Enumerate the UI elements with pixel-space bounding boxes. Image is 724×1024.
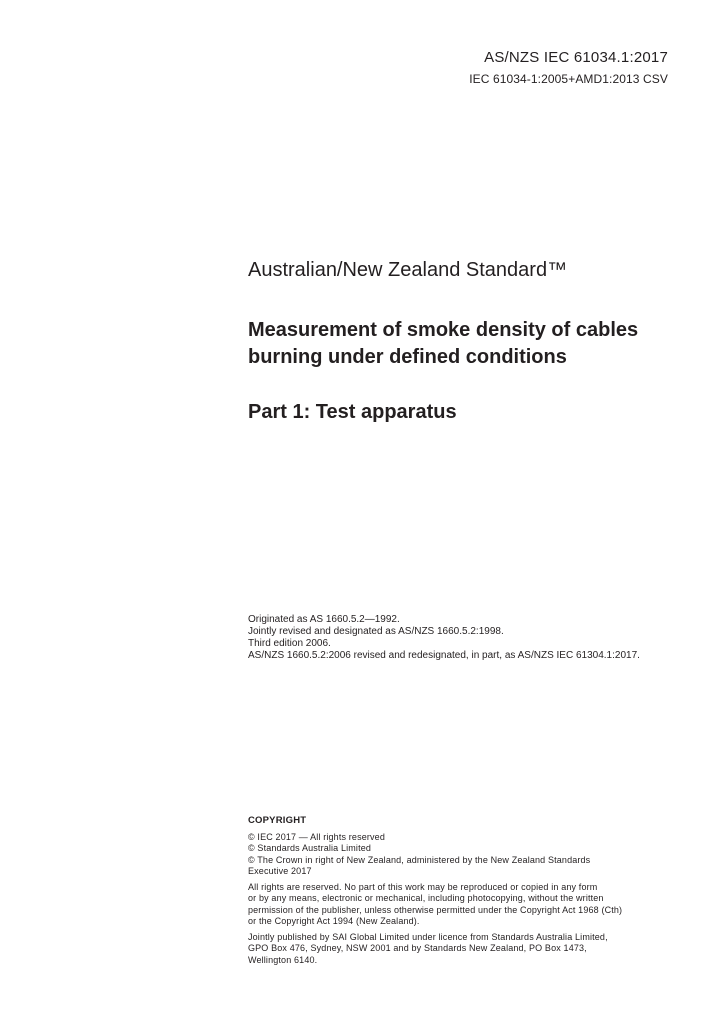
rights-line: permission of the publisher, unless otherwise permitted under the Copyright Act 1968 (Cth)	[248, 904, 623, 915]
standard-type: Australian/New Zealand Standard™	[248, 259, 568, 281]
rights-line: or by any means, electronic or mechanical, including photocopying, without the written	[248, 893, 604, 903]
rights-line: All rights are reserved. No part of this work may be reproduced or copied in any form	[248, 881, 598, 892]
document-title	[248, 317, 638, 371]
title-line-1: Measurement of smoke density of cables	[248, 319, 639, 341]
history-line: Originated as AS 1660.5.2—1992.	[248, 614, 400, 625]
copyright-notice: © The Crown in right of New Zealand, administered by the New Zealand Standards	[248, 854, 591, 865]
part-title: Part 1: Test apparatus	[248, 401, 457, 423]
publisher-line: Wellington 6140.	[248, 954, 318, 965]
copyright-notice: © IEC 2017 — All rights reserved	[248, 831, 385, 842]
copyright-notices	[248, 832, 678, 878]
publisher-statement	[248, 932, 678, 967]
history-line: AS/NZS 1660.5.2:2006 revised and redesignated, in part, as AS/NZS IEC 61304.1:2017.	[248, 650, 640, 661]
rights-line: or the Copyright Act 1994 (New Zealand).	[248, 916, 420, 926]
header-block	[469, 49, 668, 87]
history-line: Jointly revised and designated as AS/NZS 1660.5.2:1998.	[248, 626, 504, 637]
copyright-notice: Executive 2017	[248, 866, 312, 876]
identical-to-designation: IEC 61034-1:2005+AMD1:2013 CSV	[469, 72, 668, 86]
rights-statement	[248, 882, 678, 928]
history-line: Third edition 2006.	[248, 638, 331, 649]
publisher-line: Jointly published by SAI Global Limited under licence from Standards Australia Limited,	[248, 931, 608, 942]
copyright-heading: COPYRIGHT	[248, 815, 307, 826]
title-line-2: burning under defined conditions	[248, 346, 567, 368]
copyright-block	[248, 815, 678, 970]
publisher-line: GPO Box 476, Sydney, NSW 2001 and by Standards New Zealand, PO Box 1473,	[248, 943, 587, 953]
copyright-notice: © Standards Australia Limited	[248, 843, 372, 853]
standard-designation: AS/NZS IEC 61034.1:2017	[484, 49, 668, 66]
publication-history	[248, 614, 640, 662]
